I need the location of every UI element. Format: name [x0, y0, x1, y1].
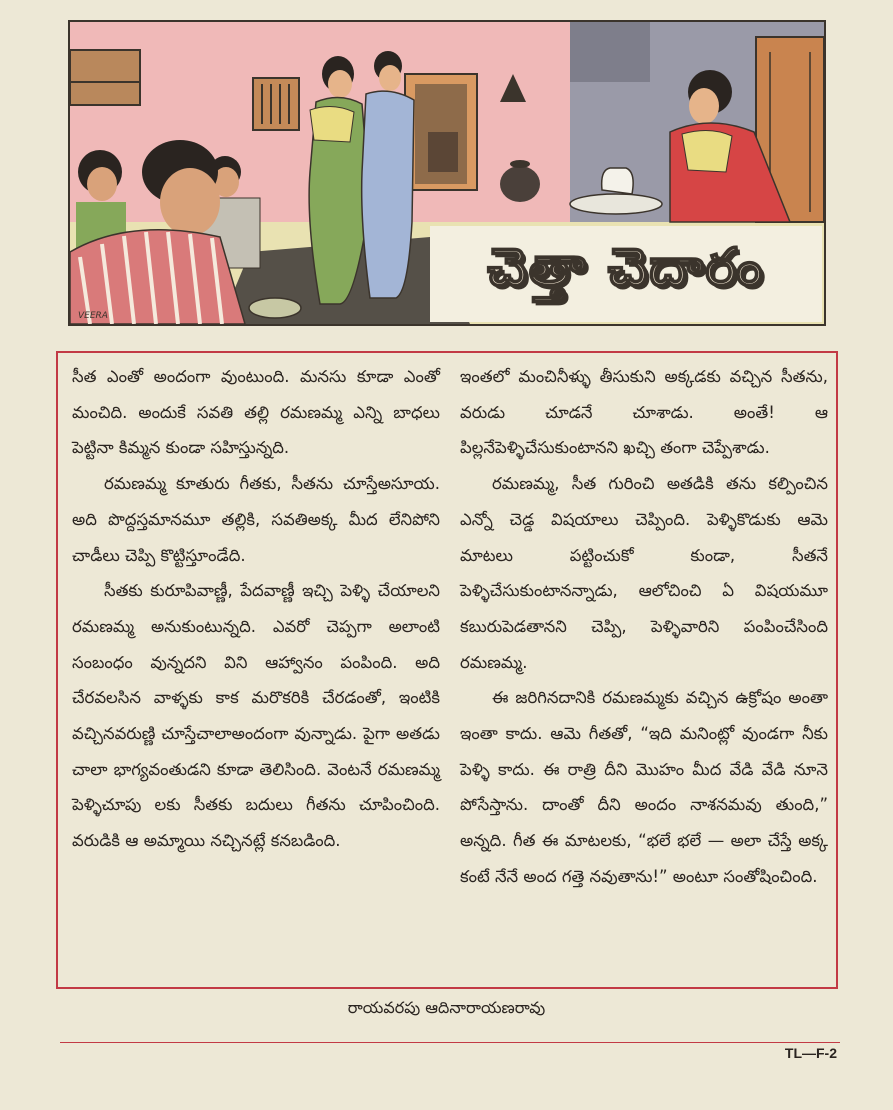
paragraph: ఈ జరిగినదానికి రమణమ్మకు వచ్చిన ఉక్రోషం అంతా ఇంతా కాదు. ఆమె గీతతో, “ఇది మనింట్లో వుండగా నీకు పెళ్ళి కాదు. ఈ రాత్రి దీని మొహం మీద వేడి వేడి నూనె పోసేస్తాను. దాంతో దీని అందం నాశనమవు తుంది,” అన్నది. గీత ఈ మాటలకు, “భలే భలే — అలా చేస్తే అక్క కంటే నేనే అంద గత్తె నవుతాను!” అంటూ సంతోషించింది. [460, 688, 828, 886]
paragraph: ఇంతలో మంచినీళ్ళు తీసుకుని అక్కడకు వచ్చిన సీతను, వరుడు చూడనే చూశాడు. అంతే! ఆ పిల్లనేపెళ్ళిచేసుకుంటానని ఖచ్చి తంగా చెప్పేశాడు. [460, 367, 828, 458]
illustrator-signature: VEERA [78, 311, 108, 321]
title-box [430, 226, 822, 322]
paragraph: రమణమ్మ, సీత గురించి అతడికి తను కల్పించిన ఎన్నో చెడ్డ విషయాలు చెప్పింది. పెళ్ళికొడుకు ఆమె మాటలు పట్టించుకో కుండా, సీతనే పెళ్ళిచేసుకుంటానన్నాడు, ఆలోచించి ఏ విషయమూ కబురుపెడతానని చెప్పి, పెళ్ళివారిని పంపించేసింది రమణమ్మ. [460, 474, 828, 672]
footer-divider [60, 1042, 840, 1043]
paragraph: సీతకు కురూపివాణ్ణీ, పేదవాణ్ణీ ఇచ్చి పెళ్ళి చేయాలని రమణమ్మ అనుకుంటున్నది. ఎవరో చెప్పగా అలాంటి సంబంధం వున్నదని విని ఆహ్వానం పంపింది. అది చేరవలసిన వాళ్ళకు కాక మరొకరికి చేరడంతో, ఇంటికి వచ్చినవరుణ్ణి చూస్తేచాలాఅందంగా వున్నాడు. పైగా అతడు చాలా భాగ్యవంతుడని కూడా తెలిసింది. వెంటనే రమణమ్మ పెళ్ళిచూపు లకు సీతకు బదులు గీతను చూపించింది. వరుడికి ఆ అమ్మాయి నచ్చినట్లే కనబడింది. [72, 581, 440, 851]
story-title: చెత్తా చెదారం [487, 237, 765, 298]
page-code: TL—F-2 [784, 1045, 837, 1061]
story-frame [56, 351, 838, 989]
left-column [72, 359, 440, 859]
paragraph: రమణమ్మ కూతురు గీతకు, సీతను చూస్తేఅసూయ. అది పొద్దస్తమానమూ తల్లికి, సవతిఅక్క మీద లేనిపోని చాడీలు చెప్పి కొట్టిస్తూండేది. [72, 474, 440, 565]
author-name: రాయవరపు ఆదినారాయణరావు [347, 998, 546, 1017]
right-column [460, 359, 828, 895]
paragraph: సీత ఎంతో అందంగా వుంటుంది. మనసు కూడా ఎంతో మంచిది. అందుకే సవతి తల్లి రమణమ్మ ఎన్ని బాధలు పెట్టినా కిమ్మన కుండా సహిస్తున్నది. [72, 367, 440, 458]
